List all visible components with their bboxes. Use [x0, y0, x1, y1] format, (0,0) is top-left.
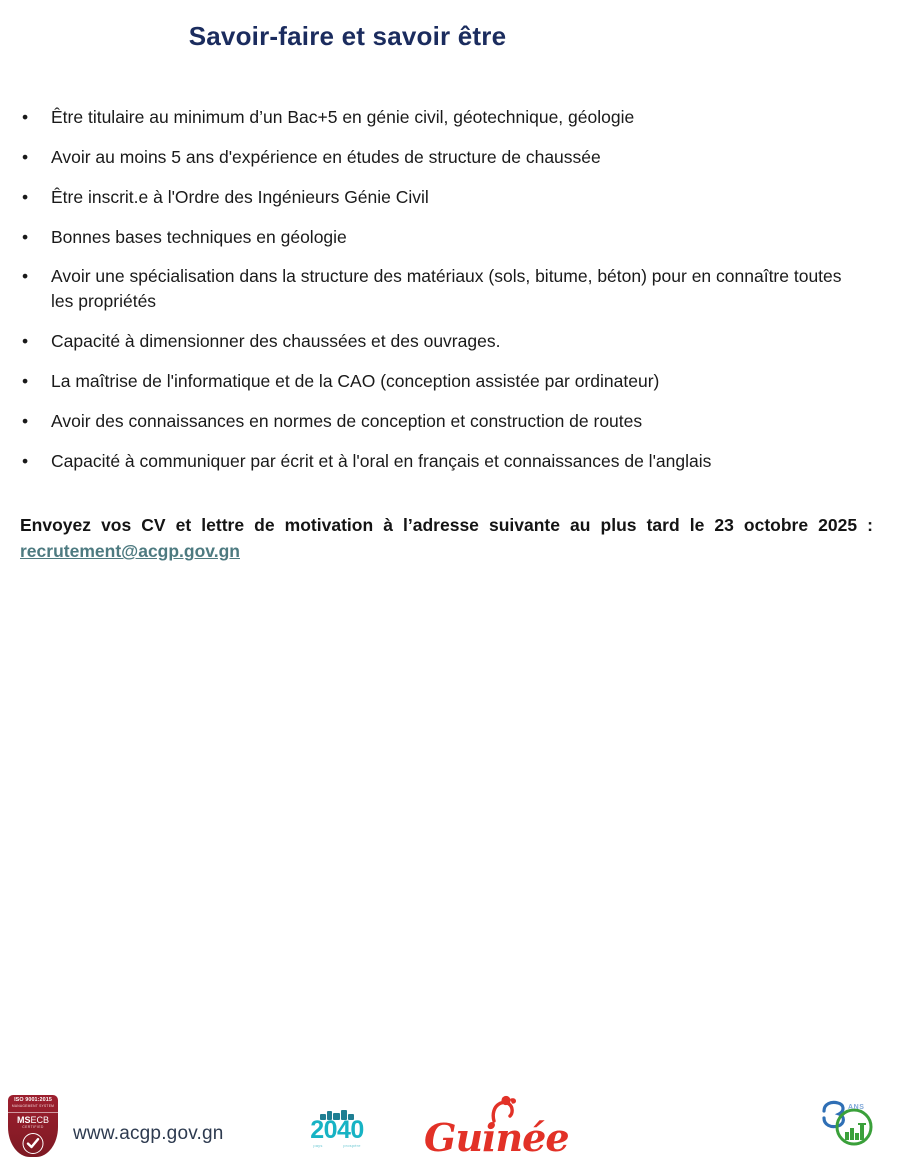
list-item [0, 449, 900, 474]
list-item [0, 105, 900, 130]
iso-system-label: MANAGEMENT SYSTEM [11, 1104, 55, 1108]
list-item-text: Avoir des connaissances en normes de conception et construction de routes [51, 410, 643, 431]
logo-guinee-word: Guinée [424, 1115, 569, 1160]
checkmark-icon [23, 1133, 44, 1154]
page-title: Savoir-faire et savoir être [188, 21, 507, 51]
website-url: www.acgp.gov.gn [73, 1123, 224, 1144]
list-item [0, 409, 900, 434]
list-item [0, 369, 900, 394]
bullet-icon: • [22, 331, 29, 352]
list-item [0, 145, 900, 170]
tagline-right: prospère [343, 1143, 361, 1148]
list-item-text: Capacité à dimensionner des chaussées et des ouvrages. [51, 331, 501, 352]
list-item [0, 185, 900, 210]
logo-30ans-icon [814, 1097, 886, 1155]
requirements-list [0, 105, 900, 488]
list-item [0, 225, 900, 250]
logo-2040-number: 2040 [310, 1116, 364, 1144]
bullet-icon: • [22, 186, 29, 207]
iso-standard-label: ISO 9001:2015 [14, 1097, 52, 1103]
iso-certification-badge-icon [8, 1095, 58, 1157]
msecb-light: ECB [30, 1115, 49, 1125]
closing-text: Envoyez vos CV et lettre de motivation à l’adresse suivante au plus tard le 23 octobre 2025 : [20, 515, 873, 535]
msecb-brand-label [8, 1116, 58, 1125]
iso-certified-label: CERTIFIED [22, 1125, 44, 1129]
logo-guinee-icon [424, 1095, 569, 1160]
list-item-text: Capacité à communiquer par écrit et à l'oral en français et connaissances de l'anglais [51, 450, 712, 471]
list-item-text: Être inscrit.e à l'Ordre des Ingénieurs Génie Civil [51, 186, 429, 207]
list-item [0, 329, 900, 354]
bullet-icon: • [22, 226, 29, 247]
shield-shape [8, 1095, 58, 1157]
bullet-icon: • [22, 410, 29, 431]
list-item-text: Être titulaire au minimum d’un Bac+5 en génie civil, géotechnique, géologie [51, 107, 635, 127]
msecb-bold: MS [16, 1115, 31, 1125]
logo-2040-icon [303, 1109, 371, 1153]
list-item-text: Avoir une spécialisation dans la structure des matériaux (sols, bitume, béton) pour en connaître toutes les propriétés [51, 266, 842, 312]
list-item-text: La maîtrise de l'informatique et de la CAO (conception assistée par ordinateur) [51, 370, 660, 391]
list-item-text: Bonnes bases techniques en géologie [51, 226, 347, 247]
logo-30ans-label: ANS [848, 1104, 865, 1111]
email-link[interactable]: recrutement@acgp.gov.gn [20, 541, 240, 562]
closing-paragraph [20, 512, 873, 565]
list-item-text: Avoir au moins 5 ans d'expérience en études de structure de chaussée [51, 146, 601, 167]
bullet-icon: • [22, 450, 29, 471]
bullet-icon: • [22, 370, 29, 391]
bullet-icon: • [22, 107, 29, 127]
bullet-icon: • [22, 266, 29, 287]
bullet-icon: • [22, 146, 29, 167]
list-item [0, 264, 900, 314]
page-footer [0, 1073, 900, 1165]
tagline-left: pays [313, 1143, 323, 1148]
logo-2040-tagline [303, 1143, 371, 1148]
